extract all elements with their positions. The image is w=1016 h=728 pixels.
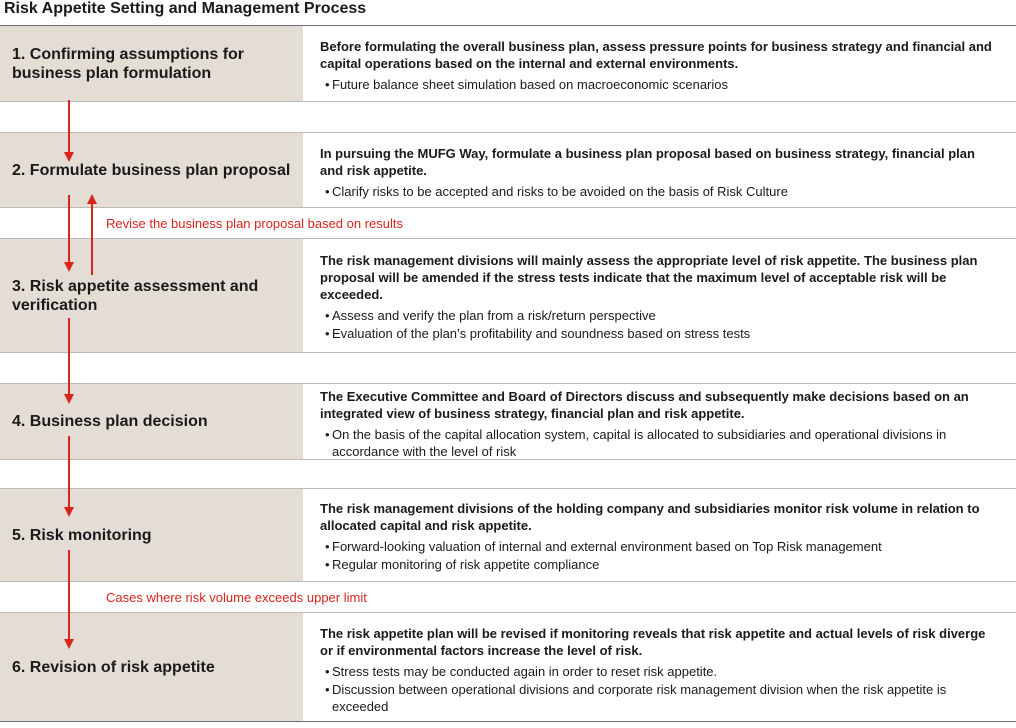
stage-1-bullet: • Future balance sheet simulation based on macroeconomic scenarios xyxy=(320,76,1000,93)
stage-6-label-text: 6. Revision of risk appetite xyxy=(12,658,215,676)
flow-arrow-3-to-2-revise xyxy=(87,194,97,275)
stage-5-lead: The risk management divisions of the holding company and subsidiaries monitor risk volume in relation to allocated capital and risk appetite. xyxy=(320,501,980,533)
stage-3-bullet: • Evaluation of the plan’s profitability and soundness based on stress tests xyxy=(320,325,1000,342)
stage-2-lead: In pursuing the MUFG Way, formulate a business plan proposal based on business strategy, financial plan and risk appetite. xyxy=(320,146,975,178)
flow-arrow-2-to-3 xyxy=(64,195,74,272)
stage-3-bullet: • Assess and verify the plan from a risk/return perspective xyxy=(320,307,1000,324)
stage-1-lead: Before formulating the overall business plan, assess pressure points for business strategy and financial and capital operations based on the internal and external environments. xyxy=(320,39,992,71)
stage-5-bullet: • Regular monitoring of risk appetite compliance xyxy=(320,556,1000,573)
stage-3-lead: The risk management divisions will mainly assess the appropriate level of risk appetite. The business plan proposal will be amended if the stress tests indicate that the maximum level of acceptable risk will be exceeded. xyxy=(320,253,978,302)
flow-arrow-1-to-2 xyxy=(64,100,74,162)
stage-6-bullet: • Stress tests may be conducted again in order to reset risk appetite. xyxy=(320,663,1000,680)
stage-6-bullet: • Discussion between operational divisions and corporate risk management division when the risk appetite is exceeded xyxy=(320,681,1000,715)
diagram-title: Risk Appetite Setting and Management Process xyxy=(4,0,367,17)
stage-4-lead: The Executive Committee and Board of Directors discuss and subsequently make decisions based on an integrated view of business strategy, financial plan and risk appetite. xyxy=(320,389,969,421)
stage-3-label-text: 3. Risk appetite assessment and verification xyxy=(12,277,259,314)
stage-4-label-text: 4. Business plan decision xyxy=(12,413,208,430)
stage-5-label-text: 5. Risk monitoring xyxy=(12,526,152,544)
stage-2-label-text: 2. Formulate business plan proposal xyxy=(12,161,291,179)
stage-2-bullet: • Clarify risks to be accepted and risks to be avoided on the basis of Risk Culture xyxy=(320,183,1000,200)
revise-note: Revise the business plan proposal based on results xyxy=(106,216,404,231)
stage-5-bullet: • Forward-looking valuation of internal and external environment based on Top Risk management xyxy=(320,538,1000,555)
stage-6-lead: The risk appetite plan will be revised if monitoring reveals that risk appetite and actual levels of risk diverge or if environmental factors increase the level of risk. xyxy=(320,626,986,658)
exceeds-note: Cases where risk volume exceeds upper limit xyxy=(106,590,367,605)
flow-arrow-5-to-6 xyxy=(64,550,74,649)
stage-1-label-text: 1. Confirming assumptions for business plan formulation xyxy=(12,45,245,82)
stage-4-bullet: • On the basis of the capital allocation system, capital is allocated to subsidiaries and operational divisions in accordance with the level of risk xyxy=(320,426,1000,460)
flow-arrow-3-to-4 xyxy=(64,318,74,404)
flow-arrow-4-to-5 xyxy=(64,436,74,517)
